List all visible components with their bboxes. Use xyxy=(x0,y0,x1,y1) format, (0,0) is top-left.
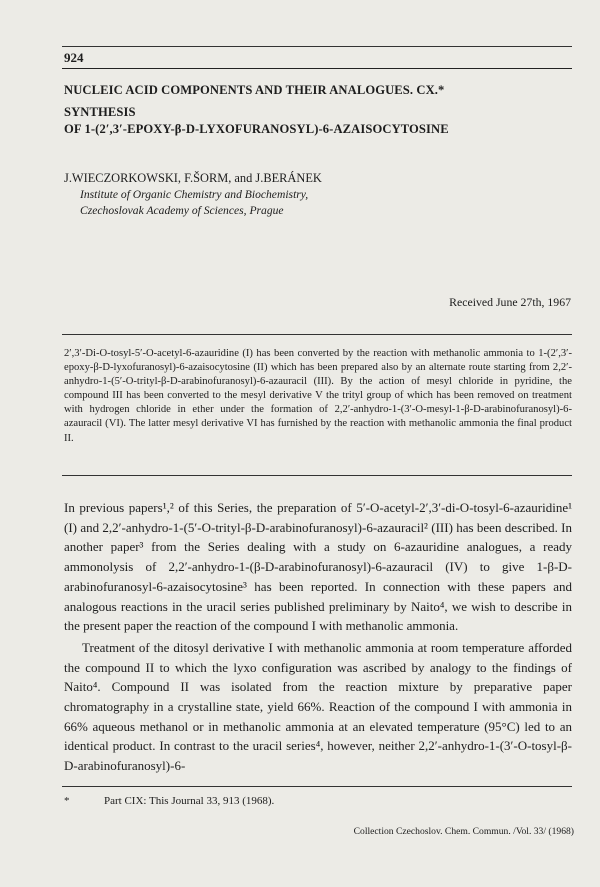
authors: J.WIECZORKOWSKI, F.ŠORM, and J.BERÁNEK xyxy=(64,171,322,185)
footnote-text: Part CIX: This Journal 33, 913 (1968). xyxy=(104,795,275,807)
page-number: 924 xyxy=(64,50,84,65)
title-line-2: SYNTHESIS xyxy=(64,105,136,119)
title-line-3: OF 1-(2′,3′-EPOXY-β-D-LYXOFURANOSYL)-6-AZAISOCYTOSINE xyxy=(64,122,449,136)
received-date: Received June 27th, 1967 xyxy=(449,295,571,309)
affiliation-line-1: Institute of Organic Chemistry and Biochemistry, xyxy=(80,188,309,201)
abstract xyxy=(64,347,572,446)
footnote xyxy=(64,795,274,807)
footnote-rule xyxy=(62,786,572,787)
affiliation-line-2: Czechoslovak Academy of Sciences, Prague xyxy=(80,204,284,217)
body-paragraph-1: In previous papers¹,² of this Series, the preparation of 5′-O-acetyl-2′,3′-di-O-tosyl-6-azauridine¹ (I) and 2,2′-anhydro-1-(5′-O-trityl-β-D-arabinofuranosyl)-6-azauracil² (III) has been described. In another paper³ from the Series dealing with a study on 6-azauridine analogues, a ready ammonolysis of 2,2′-anhydro-1-(β-D-arabinofuranosyl)-6-azauracil (IV) to give 1-β-D-arabinofuranosyl-6-azaisocytosine³ has been reported. In connection with these papers and analogous reactions in the uracil series published preliminary by Naito⁴, we wish to describe in the present paper the reaction of the compound I with methanolic ammonia. xyxy=(64,500,572,634)
journal-reference: Collection Czechoslov. Chem. Commun. /Vol. 33/ (1968) xyxy=(353,826,574,837)
title-line-1: NUCLEIC ACID COMPONENTS AND THEIR ANALOGUES. CX.* xyxy=(64,83,445,97)
top-rule xyxy=(62,46,572,47)
footnote-marker: * xyxy=(64,795,70,807)
body-paragraph-2: Treatment of the ditosyl derivative I with methanolic ammonia at room temperature afforded the compound II to which the lyxo configuration was ascribed by analogy to the findings of Naito⁴. Compound II was isolated from the reaction mixture by preparative paper chromatography in a crystalline state, yield 66%. Reaction of the compound I with ammonia in 66% aqueous methanol or in methanolic ammonia at an elevated temperature (95°C) led to an identical product. In contrast to the uracil series⁴, however, neither 2,2′-anhydro-1-(3′-O-tosyl-β-D-arabinofuranosyl)-6- xyxy=(64,639,572,774)
header-rule xyxy=(62,68,572,69)
body-text xyxy=(64,498,572,776)
abstract-bottom-rule xyxy=(62,475,572,476)
abstract-top-rule xyxy=(62,334,572,335)
abstract-text: 2′,3′-Di-O-tosyl-5′-O-acetyl-6-azauridine (I) has been converted by the reaction with methanolic ammonia to 1-(2′,3′-epoxy-β-D-lyxofuranosyl)-6-azaisocytosine (II) which has been prepared also by an alternate route starting from 2,2′-anhydro-1-(5′-O-trityl-β-D-arabinofuranosyl)-6-azauracil (III). By the action of mesyl chloride in pyridine, the compound III has been converted to the mesyl derivative V the trityl group of which has been removed on treatment with hydrogen chloride in ether under the formation of 2,2′-anhydro-1-(3′-O-mesyl-1-β-D-arabinofuranosyl)-6-azauracil (VI). The latter mesyl derivative VI has furnished by the reaction with methanolic ammonia the final product II. xyxy=(64,348,572,444)
